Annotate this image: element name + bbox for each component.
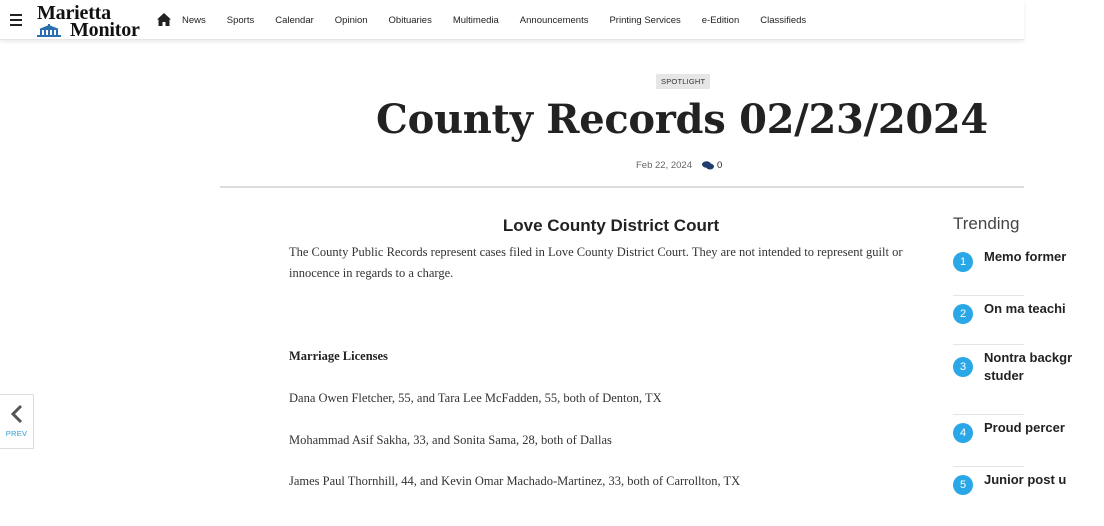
- trending-heading: Trending: [953, 214, 1020, 233]
- prev-article-button[interactable]: [0, 394, 34, 449]
- article-meta: [636, 160, 722, 171]
- marriage-entry: Dana Owen Fletcher, 55, and Tara Lee McFadden, 55, both of Denton, TX: [289, 391, 662, 405]
- trending-item-5[interactable]: [953, 466, 1067, 526]
- trending-rank: 1: [953, 252, 973, 272]
- site-logo[interactable]: [35, 2, 147, 41]
- comments-icon: [702, 161, 714, 170]
- page-title: County Records 02/23/2024: [376, 96, 988, 143]
- main-nav: [182, 0, 827, 40]
- trending-rank: 3: [953, 357, 973, 377]
- nav-item-calendar[interactable]: Calendar: [275, 14, 314, 26]
- nav-item-announcements[interactable]: Announcements: [519, 14, 589, 26]
- comments-link[interactable]: [702, 160, 722, 171]
- chevron-left-icon: [11, 405, 23, 423]
- trending-item-2[interactable]: [953, 295, 1066, 345]
- courthouse-logo-icon: [37, 24, 61, 37]
- marriage-entry: James Paul Thornhill, 44, and Kevin Omar Machado-Martinez, 33, both of Carrollton, TX: [289, 474, 741, 488]
- trending-headline[interactable]: Memo former: [984, 249, 1067, 264]
- publish-date: Feb 22, 2024: [636, 160, 692, 171]
- trending-item-4[interactable]: [953, 414, 1065, 464]
- comment-count: 0: [717, 160, 723, 171]
- nav-item-printing-services[interactable]: Printing Services: [609, 14, 681, 26]
- intro-paragraph: The County Public Records represent cases filed in Love County District Court. They are not intended to represent guilt or innocence in regards to a charge.: [289, 245, 903, 280]
- trending-item-3[interactable]: [953, 344, 1073, 412]
- nav-item-sports[interactable]: Sports: [226, 14, 255, 26]
- trending-rank: 5: [953, 475, 973, 495]
- home-icon[interactable]: [157, 13, 171, 26]
- trending-headline[interactable]: Nontra backgr studer: [984, 350, 1073, 383]
- trending-headline[interactable]: On ma teachi: [984, 301, 1066, 316]
- nav-item-opinion[interactable]: Opinion: [334, 14, 368, 26]
- top-navigation-bar: [0, 0, 1024, 40]
- nav-item-obituaries[interactable]: Obituaries: [388, 14, 432, 26]
- logo-line2: Monitor: [70, 19, 140, 41]
- trending-rank: 2: [953, 304, 973, 324]
- court-heading: Love County District Court: [502, 216, 720, 235]
- nav-item-e-edition[interactable]: e-Edition: [701, 14, 740, 26]
- nav-item-news[interactable]: News: [182, 14, 206, 26]
- marriage-entry: Mohammad Asif Sakha, 33, and Sonita Sama, 28, both of Dallas: [289, 433, 612, 447]
- nav-item-multimedia[interactable]: Multimedia: [452, 14, 499, 26]
- section-badge[interactable]: SPOTLIGHT: [656, 74, 710, 89]
- nav-item-classifieds[interactable]: Classifieds: [760, 14, 807, 26]
- trending-headline[interactable]: Proud percer: [984, 420, 1065, 435]
- prev-label: PREV: [5, 429, 28, 438]
- logo-line1: Marietta: [37, 2, 111, 24]
- marriage-licenses-heading: Marriage Licenses: [289, 349, 388, 363]
- header-divider: [220, 186, 1024, 188]
- trending-panel: [953, 214, 1024, 234]
- trending-item-1[interactable]: [953, 244, 1067, 294]
- trending-headline[interactable]: Junior post u: [984, 472, 1067, 487]
- hamburger-menu-icon[interactable]: [10, 14, 22, 25]
- trending-rank: 4: [953, 423, 973, 443]
